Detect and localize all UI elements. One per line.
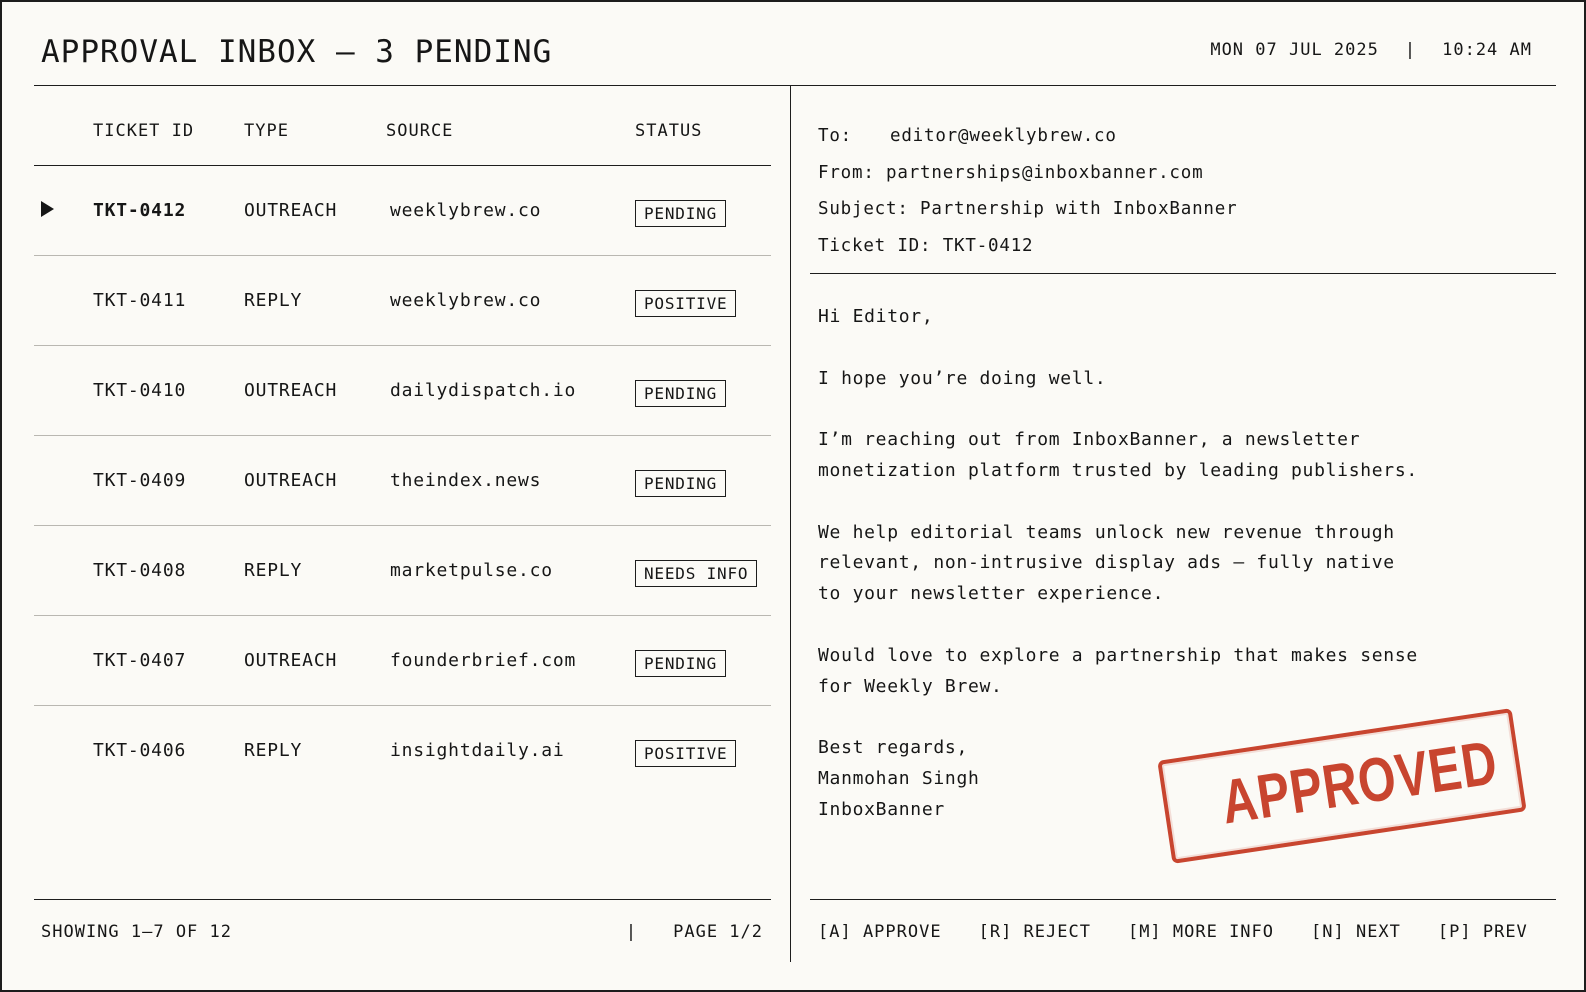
to-label: To: bbox=[818, 126, 853, 146]
subject-label: Subject: bbox=[818, 199, 909, 219]
datetime-separator: | bbox=[1404, 40, 1417, 60]
ticket-id: TKT-0409 bbox=[93, 470, 187, 491]
time-label: 10:24 AM bbox=[1442, 40, 1532, 60]
page-title: APPROVAL INBOX — 3 PENDING bbox=[41, 34, 553, 70]
ticket-source: weeklybrew.co bbox=[390, 200, 542, 221]
datetime bbox=[1210, 40, 1532, 60]
status-badge: PENDING bbox=[635, 200, 726, 227]
table-footer bbox=[41, 922, 763, 942]
ticket-type: OUTREACH bbox=[244, 200, 338, 221]
table-row[interactable] bbox=[34, 256, 771, 346]
reject-button[interactable]: [R] REJECT bbox=[978, 922, 1091, 942]
table-row[interactable] bbox=[34, 436, 771, 526]
from-address: partnerships@inboxbanner.com bbox=[886, 162, 1204, 183]
status-badge: PENDING bbox=[635, 470, 726, 497]
ticket-id: TKT-0411 bbox=[93, 290, 187, 311]
approve-button[interactable]: [A] APPROVE bbox=[818, 922, 942, 942]
ticket-type: REPLY bbox=[244, 290, 303, 311]
ticket-source: insightdaily.ai bbox=[390, 740, 565, 761]
pane-divider bbox=[790, 86, 791, 962]
status-badge: POSITIVE bbox=[635, 290, 736, 317]
prev-button[interactable]: [P] PREV bbox=[1437, 922, 1528, 942]
status-badge: NEEDS INFO bbox=[635, 560, 757, 587]
ticket-source: dailydispatch.io bbox=[390, 380, 577, 401]
status-badge: PENDING bbox=[635, 380, 726, 407]
more-info-button[interactable]: [M] MORE INFO bbox=[1127, 922, 1275, 942]
ticket-type: OUTREACH bbox=[244, 470, 338, 491]
column-header-status: STATUS bbox=[635, 121, 703, 141]
ticket-type: OUTREACH bbox=[244, 380, 338, 401]
page-indicator: PAGE 1/2 bbox=[673, 922, 763, 942]
status-badge: POSITIVE bbox=[635, 740, 736, 767]
showing-count: SHOWING 1–7 OF 12 bbox=[41, 922, 232, 942]
table-row[interactable] bbox=[34, 346, 771, 436]
ticket-source: weeklybrew.co bbox=[390, 290, 542, 311]
ticket-id: TKT-0407 bbox=[93, 650, 187, 671]
ticket-list bbox=[34, 166, 771, 796]
table-footer-divider bbox=[34, 899, 771, 900]
ticket-source: marketpulse.co bbox=[390, 560, 553, 581]
ticket-line bbox=[818, 228, 1237, 265]
action-bar bbox=[818, 922, 1538, 942]
ticket-label: Ticket ID: bbox=[818, 235, 932, 256]
email-headers bbox=[818, 118, 1237, 264]
column-header-source: SOURCE bbox=[386, 121, 454, 141]
to-line bbox=[818, 118, 1237, 155]
date-label: MON 07 JUL 2025 bbox=[1210, 40, 1379, 60]
ticket-type: REPLY bbox=[244, 740, 303, 761]
email-header-divider bbox=[810, 273, 1556, 274]
pagination-separator: | bbox=[625, 922, 638, 942]
stamp-text: APPROVED bbox=[1217, 728, 1502, 838]
ticket-value: TKT-0412 bbox=[942, 235, 1034, 256]
ticket-type: OUTREACH bbox=[244, 650, 338, 671]
column-header-ticket-id: TICKET ID bbox=[93, 121, 195, 141]
pagination bbox=[626, 922, 763, 942]
to-address: editor@weeklybrew.co bbox=[890, 126, 1117, 146]
ticket-id: TKT-0410 bbox=[93, 380, 187, 401]
column-header-type: TYPE bbox=[244, 121, 289, 141]
check-icon bbox=[1194, 780, 1202, 835]
subject-text: Partnership with InboxBanner bbox=[920, 199, 1238, 219]
table-header bbox=[34, 118, 771, 148]
table-row[interactable] bbox=[34, 166, 771, 256]
from-line bbox=[818, 155, 1237, 192]
table-row[interactable] bbox=[34, 706, 771, 796]
next-button[interactable]: [N] NEXT bbox=[1311, 922, 1401, 942]
subject-line bbox=[818, 191, 1237, 228]
selected-row-arrow-icon bbox=[41, 201, 54, 217]
from-label: From: bbox=[818, 162, 875, 183]
ticket-id: TKT-0406 bbox=[93, 740, 187, 761]
ticket-id: TKT-0412 bbox=[93, 200, 187, 221]
ticket-id: TKT-0408 bbox=[93, 560, 187, 581]
table-row[interactable] bbox=[34, 616, 771, 706]
table-row[interactable] bbox=[34, 526, 771, 616]
ticket-source: founderbrief.com bbox=[390, 650, 577, 671]
ticket-source: theindex.news bbox=[390, 470, 542, 491]
header-divider bbox=[34, 85, 1556, 86]
actions-divider bbox=[810, 899, 1556, 900]
status-badge: PENDING bbox=[635, 650, 726, 677]
ticket-type: REPLY bbox=[244, 560, 303, 581]
email-body: Hi Editor, I hope you’re doing well. I’m reaching out from InboxBanner, a newsletter monetization platform trusted by leading publishers. We help editorial teams unlock new revenue through relevant, non-intrusive display ads — fully native to your newsletter experience. Would love to explore a partnership that makes sense for Weekly Brew. Best regards, Manmohan Singh InboxBanner bbox=[818, 306, 1418, 820]
